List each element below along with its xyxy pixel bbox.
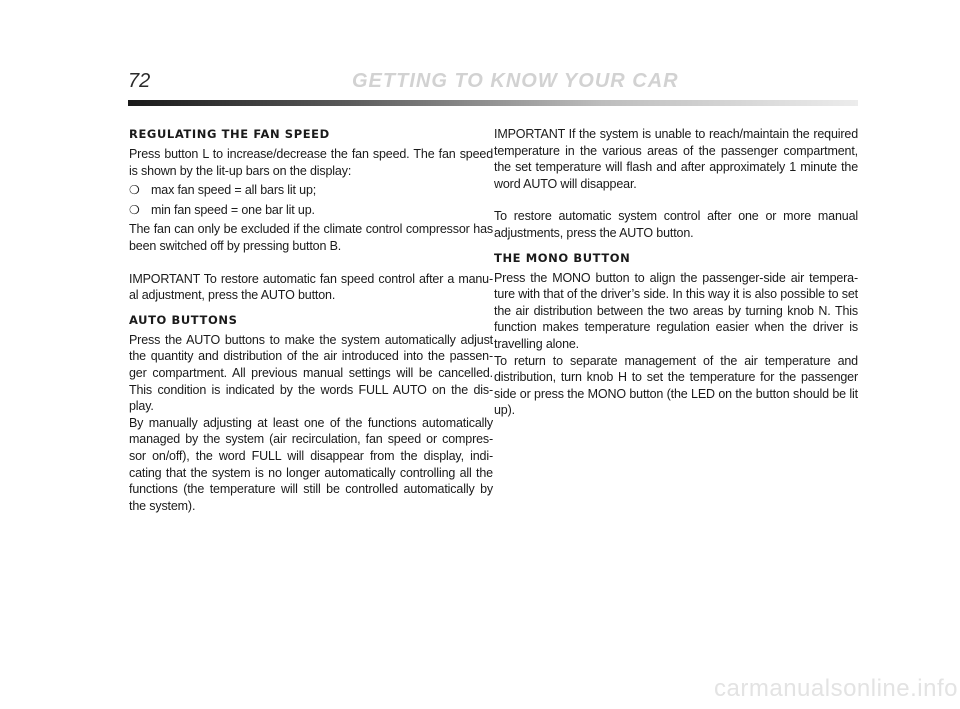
bullet-text-min: min fan speed = one bar lit up. bbox=[151, 202, 315, 217]
section-title: GETTING TO KNOW YOUR CAR bbox=[352, 70, 679, 92]
bullet-text-max: max fan speed = all bars lit up; bbox=[151, 183, 317, 198]
auto-buttons-paragraph-2: By manually adjusting at least one of the functions automatically managed by the system (air recirculation, fan speed or compres-sor on/off), the word FULL will disappear from the display, indi-cating that the system is no longer automatically controlling all the functions (the temperature will still be controlled automatically by the system). bbox=[129, 415, 493, 513]
fan-speed-important: IMPORTANT To restore automatic fan speed control after a manu-al adjustment, press the AUTO button. bbox=[129, 271, 493, 303]
auto-buttons-heading: AUTO BUTTONS bbox=[129, 312, 238, 327]
left-column bbox=[129, 126, 493, 514]
watermark: carmanualsonline.info bbox=[714, 675, 958, 702]
mono-paragraph-1: Press the MONO button to align the passenger-side air tempera-ture with that of the driver’s side. In this way it is also possible to set the air distribution between the two areas by turning knob N. This function makes temperature regulation easier when the driver is travelling alone. bbox=[494, 270, 858, 351]
mono-button-heading: THE MONO BUTTON bbox=[494, 250, 631, 265]
compressor-note: The fan can only be excluded if the climate control compressor has been switched off by pressing button B. bbox=[129, 222, 493, 253]
list-item bbox=[129, 182, 493, 199]
fan-speed-intro: Press button L to increase/decrease the fan speed. The fan speed is shown by the lit-up bars on the display: bbox=[129, 147, 493, 178]
right-column bbox=[494, 126, 858, 419]
circle-bullet-icon: ❍ bbox=[129, 183, 140, 198]
circle-bullet-icon: ❍ bbox=[129, 202, 140, 217]
list-item bbox=[129, 202, 493, 219]
fan-speed-heading: REGULATING THE FAN SPEED bbox=[129, 127, 330, 141]
mono-paragraph-2: To return to separate management of the air temperature and distribution, turn knob H to set the temperature for the passenger side or press the MONO button (the LED on the button should be lit up). bbox=[494, 353, 858, 418]
temperature-important: IMPORTANT If the system is unable to reach/maintain the required temperature in the various areas of the passenger compartment, the set temperature will flash and after approximately 1 minute the word AUTO will disappear. bbox=[494, 127, 858, 191]
restore-auto-text: To restore automatic system control after one or more manual adjustments, press the AUTO button. bbox=[494, 209, 858, 240]
auto-buttons-paragraph-1: Press the AUTO buttons to make the system automatically adjust the quantity and distribution of the air introduced into the passen-ger compartment. All previous manual settings will be cancelled. This condition is indicated by the words FULL AUTO on the dis-play. bbox=[129, 332, 493, 414]
page-number: 72 bbox=[128, 70, 151, 92]
header-rule bbox=[128, 100, 858, 106]
